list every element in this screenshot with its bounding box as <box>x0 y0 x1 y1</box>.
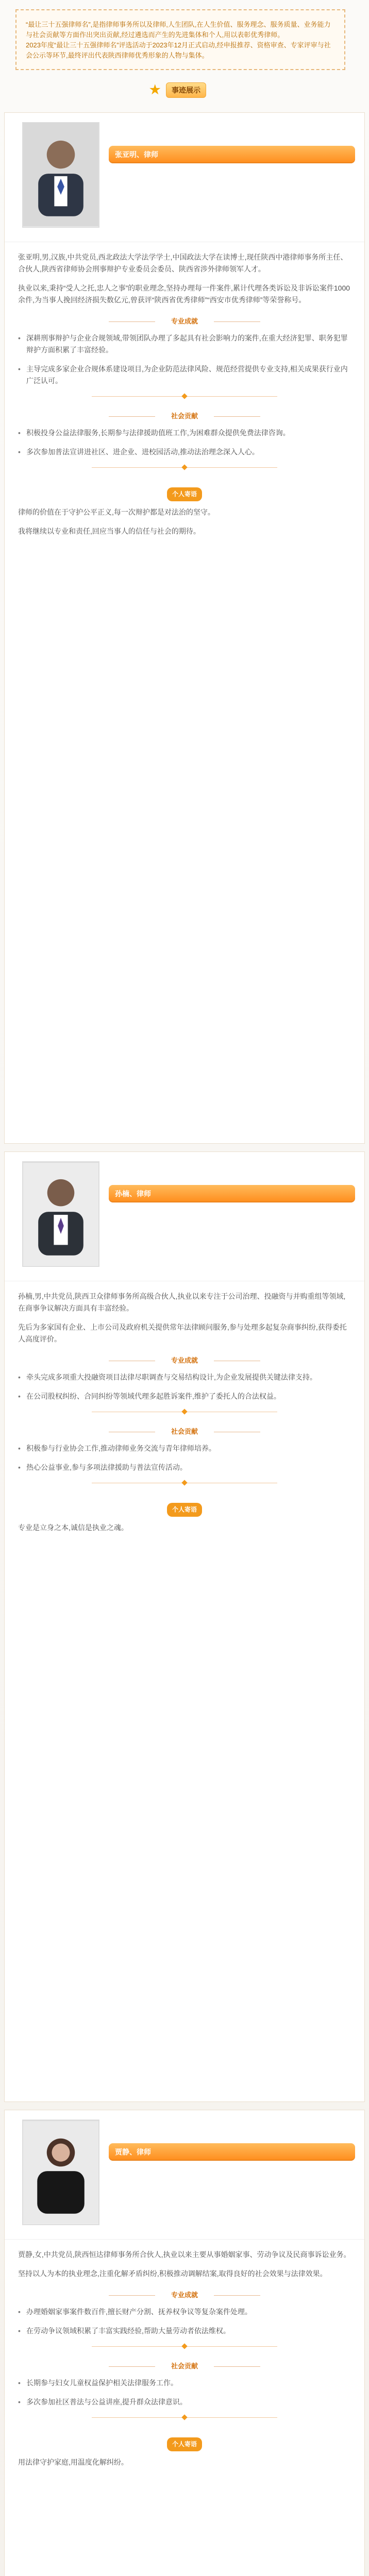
profile-paragraph: 执业以来,秉持“受人之托,忠人之事”的职业理念,坚持办理每一件案件,累计代理各类诉讼及非诉讼案件1000余件,为当事人挽回经济损失数亿元,曾获评“陕西省优秀律师”“西安市优秀律师”等荣誉称号。 <box>18 284 350 304</box>
section-item: • 积极投身公益法律服务,长期参与法律援助值班工作,为困难群众提供免费法律咨询。 <box>18 427 351 439</box>
section-item: • 长期参与妇女儿童权益保护相关法律服务工作。 <box>18 2377 351 2389</box>
quote-text: 律师的价值在于守护公平正义,每一次辩护都是对法治的坚守。 <box>18 508 215 516</box>
quote-text: 专业是立身之本,诚信是执业之魂。 <box>18 1523 128 1532</box>
profile-paragraph: 贾静,女,中共党员,陕西恒达律师事务所合伙人,执业以来主要从事婚姻家事、劳动争议及民商事诉讼业务。 <box>18 2250 351 2259</box>
section-label: 专业成就 <box>156 315 213 327</box>
divider-icon <box>92 1483 277 1487</box>
section-item: • 主导完成多家企业合规体系建设项目,为企业防范法律风险、规范经营提供专业支持,相关成果获行业内广泛认可。 <box>18 363 351 387</box>
profile-name: 张亚明、律师 <box>115 150 158 159</box>
person-icon <box>23 1162 98 1266</box>
section-title <box>149 82 206 98</box>
profile-header <box>5 1152 364 1281</box>
quote-text: 用法律守护家庭,用温度化解纠纷。 <box>18 2458 128 2466</box>
divider-icon <box>92 1412 277 1416</box>
profile-paragraph: 孙楠,男,中共党员,陕西卫众律师事务所高级合伙人,执业以来专注于公司治理、投融资与并购重组等领域,在商事争议解决方面具有丰富经验。 <box>18 1292 346 1312</box>
section-label: 专业成就 <box>156 1354 213 1366</box>
profile-name-bar <box>109 2143 355 2161</box>
profile-name: 孙楠、律师 <box>115 1190 151 1198</box>
profile-paragraph: 张亚明,男,汉族,中共党员,西北政法大学法学学士,中国政法大学在读博士,现任陕西中港律师事务所主任、合伙人,陕西省律师协会刑事辩护专业委员会委员、陕西省涉外律师领军人才。 <box>18 253 348 273</box>
profile-body <box>5 2240 364 2488</box>
section-label: 社会贡献 <box>156 410 213 422</box>
section-label: 社会贡献 <box>156 1426 213 1437</box>
divider-icon <box>92 396 277 401</box>
profile-name-bar <box>109 146 355 163</box>
person-icon <box>23 123 98 227</box>
quote-badge: 个人寄语 <box>167 1503 202 1517</box>
quote-label-wrap <box>18 2429 351 2456</box>
profile-paragraph: 坚持以人为本的执业理念,注重化解矛盾纠纷,积极推动调解结案,取得良好的社会效果与法律效果。 <box>18 2269 327 2278</box>
divider-icon <box>92 2346 277 2351</box>
profile-card-1 <box>4 112 365 1144</box>
profile-card-3 <box>4 2110 365 2576</box>
profile-photo <box>22 2120 99 2225</box>
divider-icon <box>92 467 277 472</box>
section-item: • 办理婚姻家事案件数百件,擅长财产分割、抚养权争议等复杂案件处理。 <box>18 2306 351 2318</box>
profile-paragraph: 先后为多家国有企业、上市公司及政府机关提供常年法律顾问服务,参与处理多起复杂商事纠纷,获得委托人高度评价。 <box>18 1323 347 1343</box>
profile-photo <box>22 1161 99 1267</box>
divider-icon <box>92 2417 277 2422</box>
intro-box <box>15 9 345 70</box>
quote-text: 我将继续以专业和责任,回应当事人的信任与社会的期待。 <box>18 527 200 535</box>
section-item: • 热心公益事业,参与多项法律援助与普法宣传活动。 <box>18 1462 351 1473</box>
section-item: • 在公司股权纠纷、合同纠纷等领域代理多起胜诉案件,维护了委托人的合法权益。 <box>18 1391 351 1402</box>
section-item: • 积极参与行业协会工作,推动律师业务交流与青年律师培养。 <box>18 1443 351 1454</box>
quote-label-wrap <box>18 1495 351 1522</box>
profile-body <box>5 1281 364 1553</box>
profile-photo <box>22 122 99 228</box>
section-item: • 多次参加社区普法与公益讲座,提升群众法律意识。 <box>18 2396 351 2408</box>
profile-header <box>5 113 364 242</box>
section-item: • 牵头完成多项重大投融资项目法律尽职调查与交易结构设计,为企业发展提供关键法律支持。 <box>18 1371 351 1383</box>
quote-label-wrap <box>18 479 351 506</box>
quote-badge: 个人寄语 <box>167 487 202 501</box>
intro-text: “最让三十五强律师名”,是指律师事务所以及律师,人生团队,在人生价值、服务理念、服务质量、业务能力与社会贡献等方面作出突出贡献,经过遴选而产生的先进集体和个人,用以表彰优秀律师。 2023年度“最让三十五强律师名”评选活动于2023年12月正式启动,经申报推荐、资格审查、专家评审与社会公示等环节,最终评出代表陕西律师优秀形象的人物与集体。 <box>26 21 331 59</box>
star-icon: ★ <box>149 83 161 97</box>
profile-body <box>5 242 364 557</box>
section-title-label: 事迹展示 <box>166 82 206 98</box>
section-item: • 多次参加普法宣讲进社区、进企业、进校园活动,推动法治理念深入人心。 <box>18 446 351 458</box>
profile-name: 贾静、律师 <box>115 2148 151 2156</box>
section-item: • 深耕刑事辩护与企业合规领域,带领团队办理了多起具有社会影响力的案件,在重大经济犯罪、职务犯罪辩护方面积累了丰富经验。 <box>18 332 351 356</box>
person-icon <box>23 2121 98 2224</box>
section-label: 社会贡献 <box>156 2360 213 2372</box>
profile-card-2 <box>4 1151 365 2102</box>
profile-header <box>5 2110 364 2240</box>
quote-badge: 个人寄语 <box>167 2437 202 2451</box>
section-label: 专业成就 <box>156 2289 213 2301</box>
section-item: • 在劳动争议领域积累了丰富实践经验,帮助大量劳动者依法维权。 <box>18 2325 351 2337</box>
profile-name-bar <box>109 1185 355 1202</box>
